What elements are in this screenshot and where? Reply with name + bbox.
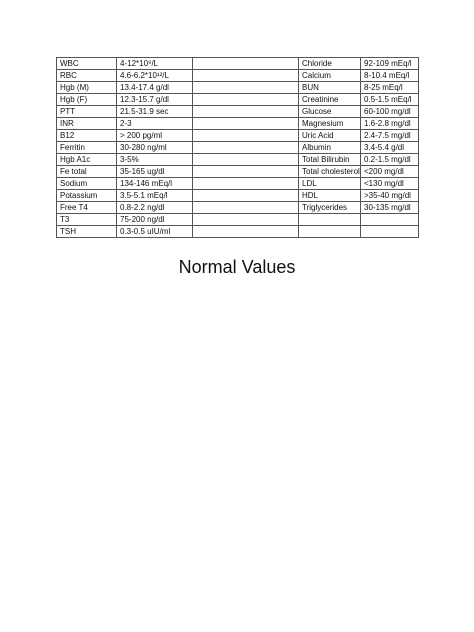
table-row bbox=[57, 214, 419, 226]
test-range-right bbox=[361, 226, 419, 238]
test-range-left: 21.5-31.9 sec bbox=[117, 106, 193, 118]
test-range-left: 4-12*10⁹/L bbox=[117, 58, 193, 70]
test-range-left: 0.3-0.5 uIU/ml bbox=[117, 226, 193, 238]
test-name-right: Glucose bbox=[299, 106, 361, 118]
test-name-left: Fe total bbox=[57, 166, 117, 178]
test-name-left: PTT bbox=[57, 106, 117, 118]
table-row bbox=[57, 226, 419, 238]
gap-cell bbox=[193, 130, 299, 142]
test-range-left: 12.3-15.7 g/dl bbox=[117, 94, 193, 106]
test-range-left: 30-280 ng/ml bbox=[117, 142, 193, 154]
gap-cell bbox=[193, 70, 299, 82]
test-range-left: 75-200 ng/dl bbox=[117, 214, 193, 226]
table-row bbox=[57, 70, 419, 82]
test-range-left: > 200 pg/ml bbox=[117, 130, 193, 142]
test-name-right: LDL bbox=[299, 178, 361, 190]
gap-cell bbox=[193, 154, 299, 166]
test-name-right bbox=[299, 226, 361, 238]
gap-cell bbox=[193, 58, 299, 70]
table-row bbox=[57, 118, 419, 130]
test-range-left: 35-165 ug/dl bbox=[117, 166, 193, 178]
gap-cell bbox=[193, 142, 299, 154]
gap-cell bbox=[193, 214, 299, 226]
table-row bbox=[57, 94, 419, 106]
gap-cell bbox=[193, 118, 299, 130]
table-row bbox=[57, 166, 419, 178]
test-range-left: 0.8-2.2 ng/dl bbox=[117, 202, 193, 214]
test-name-right bbox=[299, 214, 361, 226]
test-name-right: Triglycerides bbox=[299, 202, 361, 214]
test-name-left: T3 bbox=[57, 214, 117, 226]
table-row bbox=[57, 154, 419, 166]
test-range-right: <200 mg/dl bbox=[361, 166, 419, 178]
test-name-left: B12 bbox=[57, 130, 117, 142]
table-row bbox=[57, 142, 419, 154]
test-name-left: Hgb (F) bbox=[57, 94, 117, 106]
test-name-right: Magnesium bbox=[299, 118, 361, 130]
test-range-right: 8-10.4 mEq/l bbox=[361, 70, 419, 82]
test-name-left: INR bbox=[57, 118, 117, 130]
table-row bbox=[57, 130, 419, 142]
test-name-left: Sodium bbox=[57, 178, 117, 190]
test-range-right: 60-100 mg/dl bbox=[361, 106, 419, 118]
gap-cell bbox=[193, 166, 299, 178]
test-name-right: Creatinine bbox=[299, 94, 361, 106]
test-name-right: Calcium bbox=[299, 70, 361, 82]
test-name-right: Total Bilirubin bbox=[299, 154, 361, 166]
test-range-right: >35-40 mg/dl bbox=[361, 190, 419, 202]
test-name-left: Ferritin bbox=[57, 142, 117, 154]
table-body bbox=[57, 58, 419, 238]
test-name-right: Chloride bbox=[299, 58, 361, 70]
test-name-left: TSH bbox=[57, 226, 117, 238]
table-row bbox=[57, 190, 419, 202]
test-name-right: Albumin bbox=[299, 142, 361, 154]
test-range-left: 134-146 mEq/l bbox=[117, 178, 193, 190]
test-name-left: Potassium bbox=[57, 190, 117, 202]
table-row bbox=[57, 178, 419, 190]
gap-cell bbox=[193, 82, 299, 94]
test-name-left: RBC bbox=[57, 70, 117, 82]
test-range-right: 3.4-5.4 g/dl bbox=[361, 142, 419, 154]
table-row bbox=[57, 58, 419, 70]
test-range-right: 8-25 mEq/l bbox=[361, 82, 419, 94]
gap-cell bbox=[193, 178, 299, 190]
table-row bbox=[57, 106, 419, 118]
test-name-right: Total cholesterol bbox=[299, 166, 361, 178]
test-range-right: 1.6-2.8 mg/dl bbox=[361, 118, 419, 130]
normal-values-table bbox=[56, 57, 419, 238]
table-row bbox=[57, 82, 419, 94]
test-name-right: Uric Acid bbox=[299, 130, 361, 142]
test-range-right: <130 mg/dl bbox=[361, 178, 419, 190]
test-name-left: Hgb A1c bbox=[57, 154, 117, 166]
test-range-left: 3.5-5.1 mEq/l bbox=[117, 190, 193, 202]
gap-cell bbox=[193, 190, 299, 202]
test-range-left: 3-5% bbox=[117, 154, 193, 166]
page-title: Normal Values bbox=[178, 257, 296, 277]
test-name-left: Free T4 bbox=[57, 202, 117, 214]
test-range-right: 30-135 mg/dl bbox=[361, 202, 419, 214]
gap-cell bbox=[193, 106, 299, 118]
test-name-left: Hgb (M) bbox=[57, 82, 117, 94]
table-row bbox=[57, 202, 419, 214]
test-range-right bbox=[361, 214, 419, 226]
test-name-left: WBC bbox=[57, 58, 117, 70]
test-range-right: 0.2-1.5 mg/dl bbox=[361, 154, 419, 166]
test-name-right: BUN bbox=[299, 82, 361, 94]
test-range-left: 13.4-17.4 g/dl bbox=[117, 82, 193, 94]
test-name-right: HDL bbox=[299, 190, 361, 202]
test-range-right: 2.4-7.5 mg/dl bbox=[361, 130, 419, 142]
test-range-left: 2-3 bbox=[117, 118, 193, 130]
gap-cell bbox=[193, 226, 299, 238]
test-range-right: 92-109 mEq/l bbox=[361, 58, 419, 70]
test-range-right: 0.5-1.5 mEq/l bbox=[361, 94, 419, 106]
gap-cell bbox=[193, 202, 299, 214]
gap-cell bbox=[193, 94, 299, 106]
test-range-left: 4.6-6.2*10¹²/L bbox=[117, 70, 193, 82]
